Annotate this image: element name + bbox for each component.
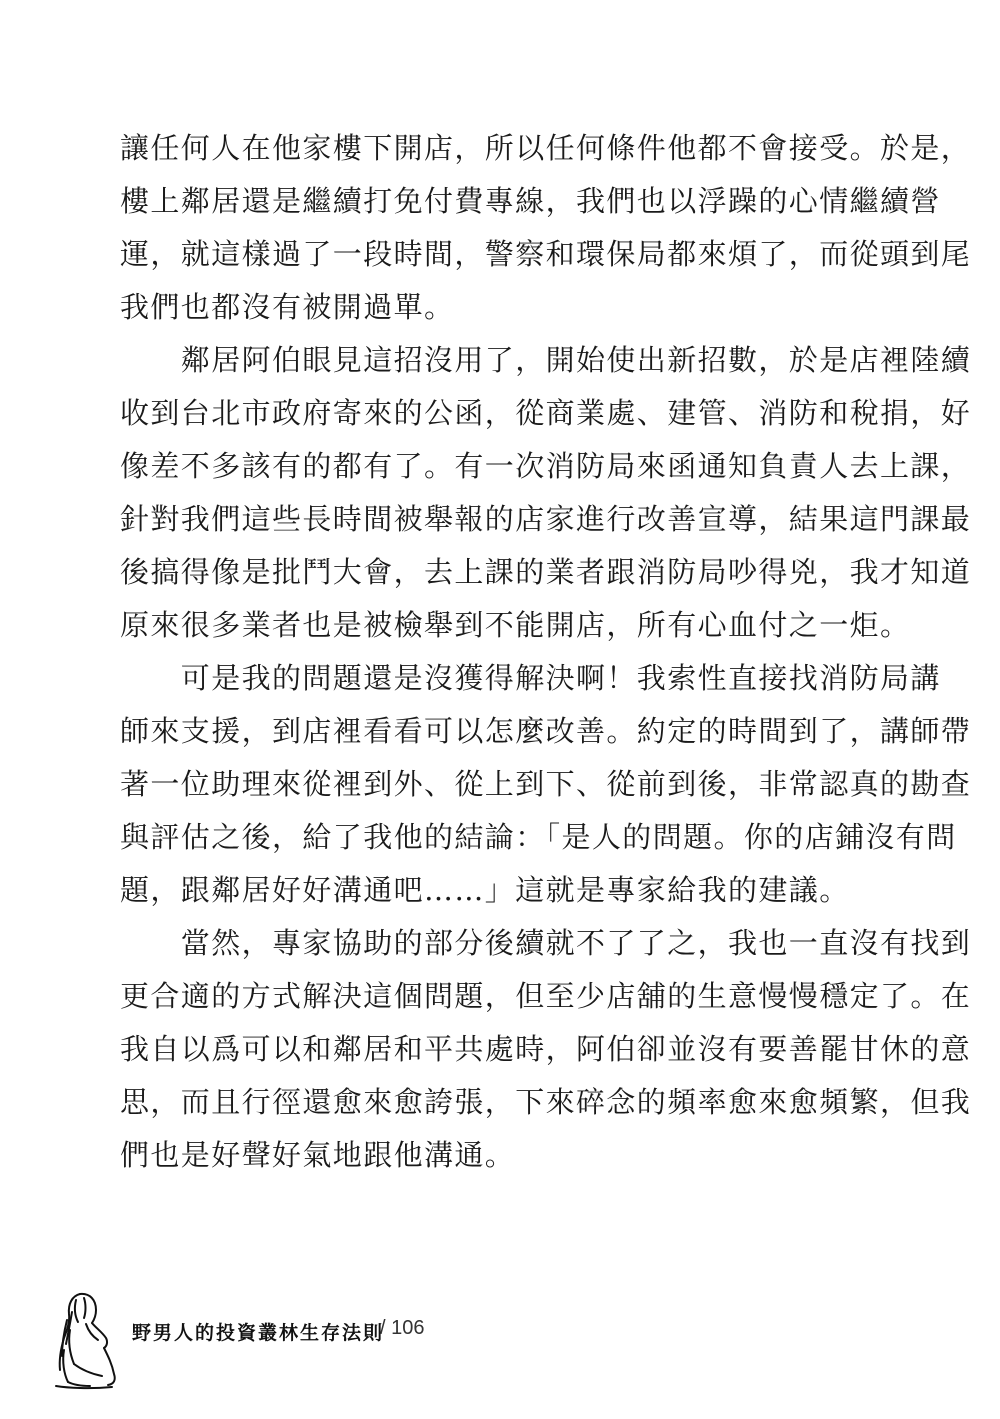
text-line: 鄰居阿伯眼見這招沒用了，開始使出新招數，於是店裡陸續: [120, 343, 972, 377]
text-line: 可是我的問題還是沒獲得解決啊！我索性直接找消防局講: [120, 661, 941, 695]
page-footer: [50, 1290, 470, 1400]
text-line: 樓上鄰居還是繼續打免付費專線，我們也以浮躁的心情繼續營: [120, 184, 941, 218]
text-line: 更合適的方式解決這個問題，但至少店舖的生意慢慢穩定了。在: [120, 979, 972, 1013]
text-line: 像差不多該有的都有了。有一次消防局來函通知負責人去上課，: [120, 449, 972, 483]
text-line: 我自以爲可以和鄰居和平共處時，阿伯卻並沒有要善罷甘休的意: [120, 1032, 972, 1066]
text-line: 讓任何人在他家樓下開店，所以任何條件他都不會接受。於是，: [120, 131, 972, 165]
text-line: 當然，專家協助的部分後續就不了了之，我也一直沒有找到: [120, 926, 972, 960]
text-line: 著一位助理來從裡到外、從上到下、從前到後，非常認真的勘查: [120, 767, 972, 801]
text-line: 我們也都沒有被開過單。: [120, 290, 455, 324]
text-line: 師來支援，到店裡看看可以怎麼改善。約定的時間到了，講師帶: [120, 714, 972, 748]
text-line: 針對我們這些長時間被舉報的店家進行改善宣導，結果這門課最: [120, 502, 972, 536]
book-title: 野男人的投資叢林生存法則: [132, 1322, 385, 1344]
text-line: 收到台北市政府寄來的公函，從商業處、建管、消防和稅捐，好: [120, 396, 972, 430]
text-line: 思，而且行徑還愈來愈誇張，下來碎念的頻率愈來愈頻繁，但我: [120, 1085, 972, 1119]
text-line: 與評估之後，給了我他的結論：「是人的問題。你的店鋪沒有問: [120, 820, 957, 854]
text-line: 原來很多業者也是被檢舉到不能開店，所有心血付之一炬。: [120, 608, 911, 642]
text-line: 運，就這樣過了一段時間，警察和環保局都來煩了，而從頭到尾: [120, 237, 972, 271]
page-number: / 106: [380, 1317, 425, 1339]
text-line: 們也是好聲好氣地跟他溝通。: [120, 1138, 516, 1172]
body-text: [120, 122, 972, 1182]
text-line: 後搞得像是批鬥大會，去上課的業者跟消防局吵得兇，我才知道: [120, 555, 972, 589]
text-line: 題，跟鄰居好好溝通吧……」這就是專家給我的建議。: [120, 873, 850, 907]
seated-figure-illustration-icon: [50, 1290, 125, 1392]
